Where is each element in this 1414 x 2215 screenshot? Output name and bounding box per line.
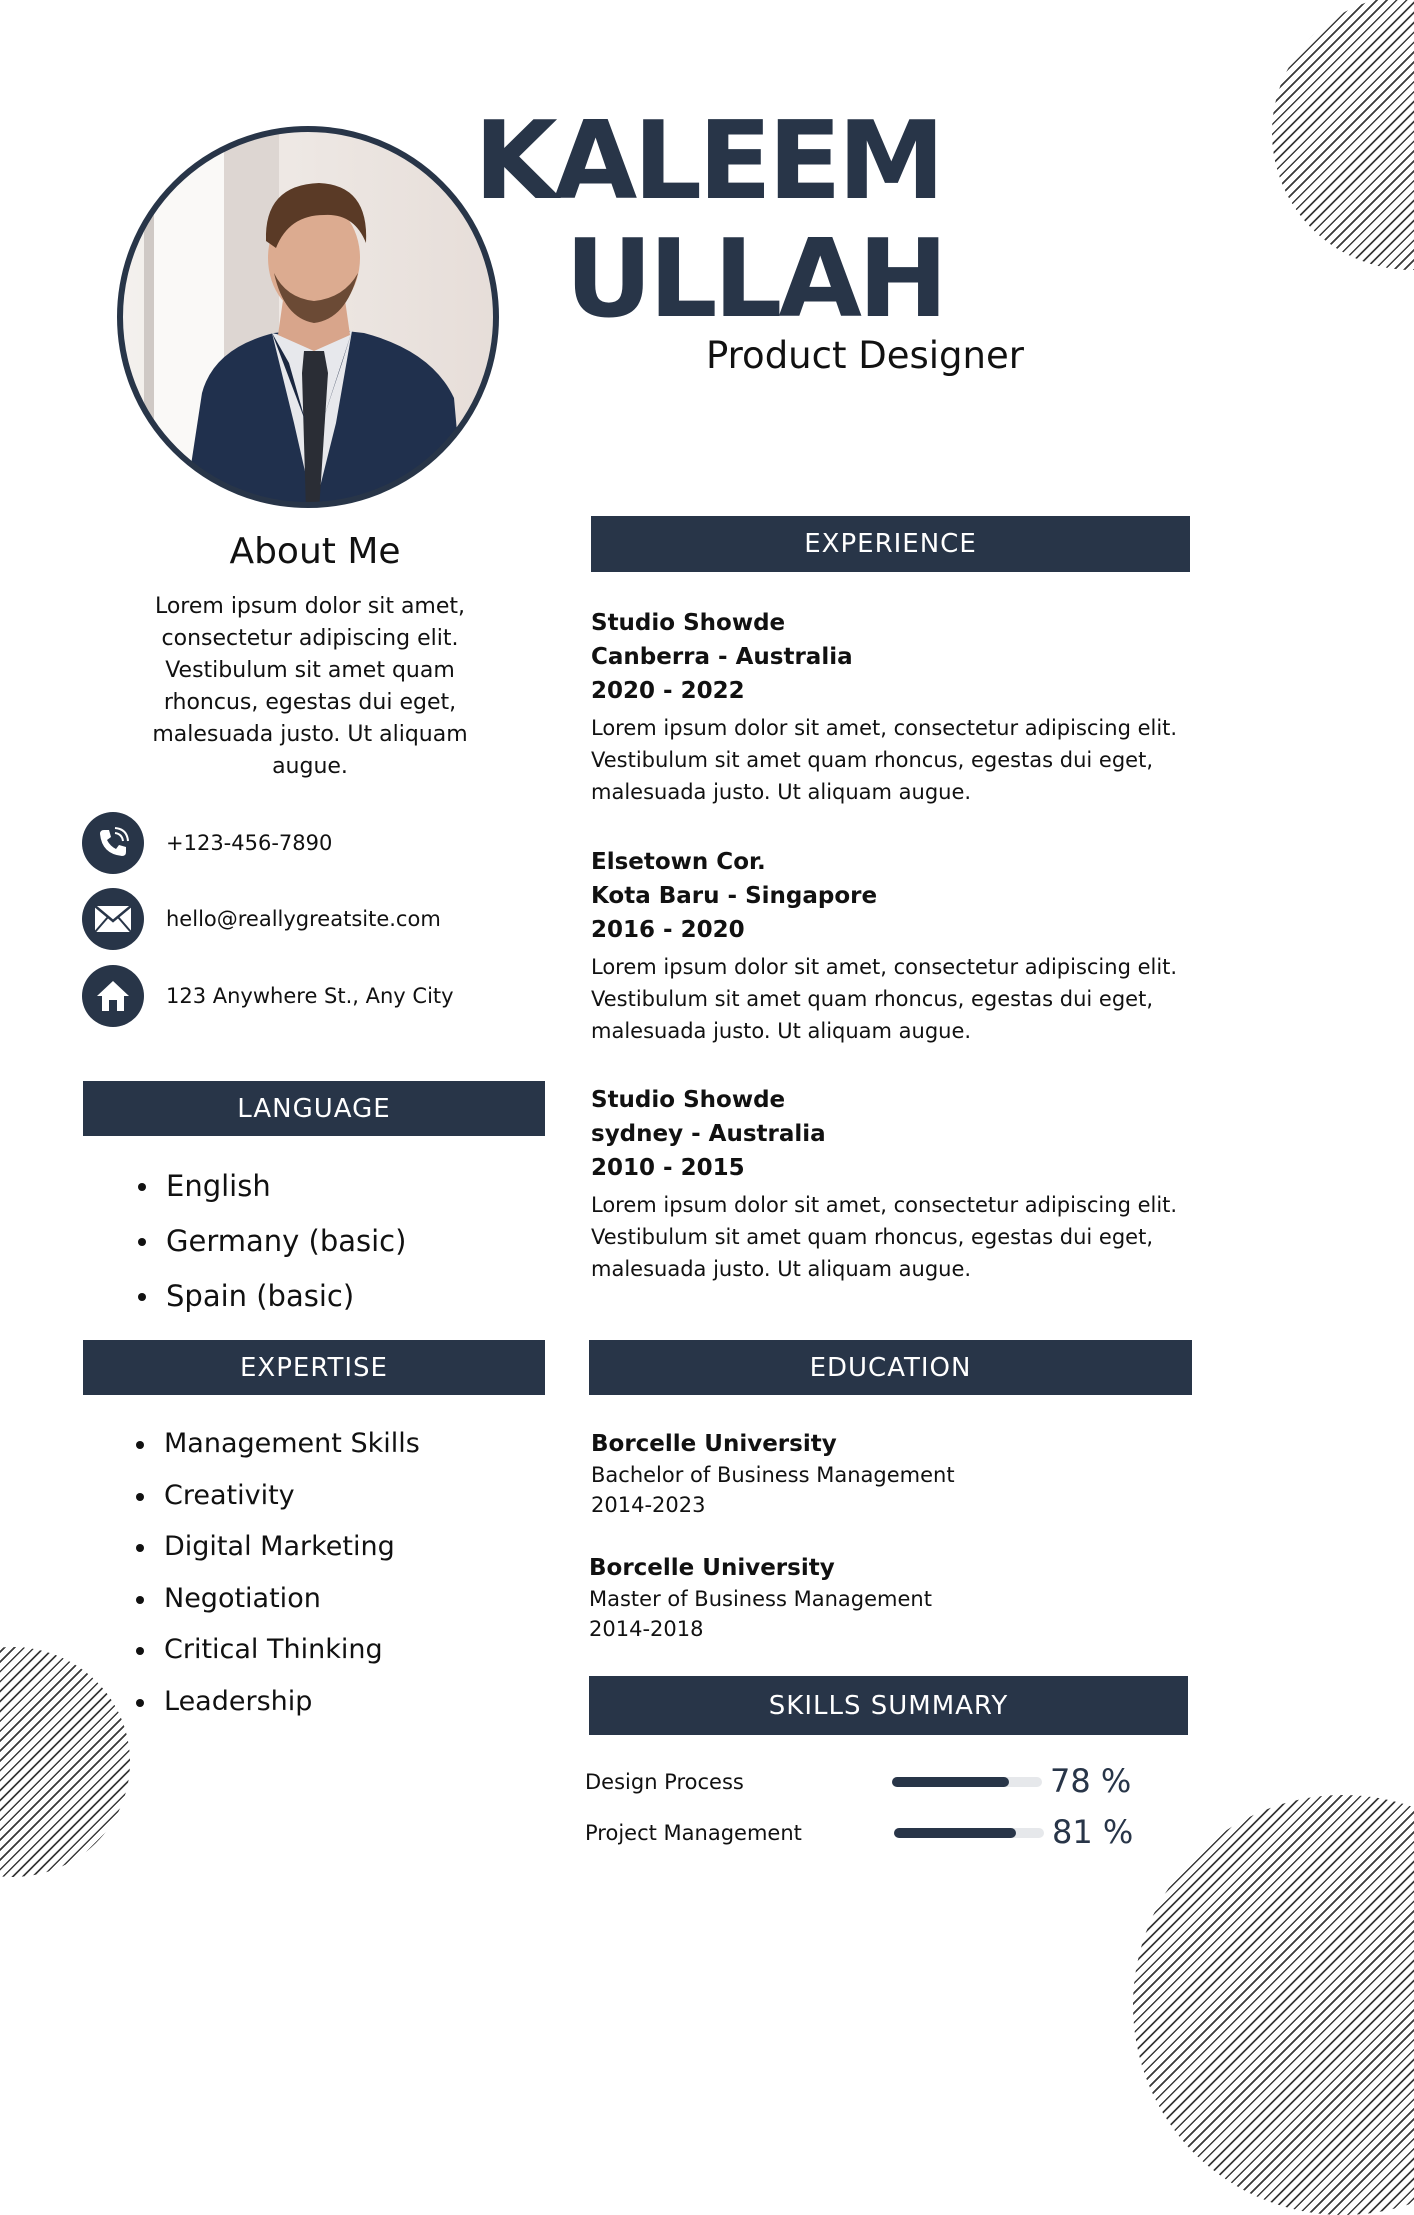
list-item: Management Skills	[132, 1427, 420, 1479]
description-line: Vestibulum sit amet quam rhoncus, egestas dui eget,	[591, 1225, 1153, 1249]
description-line: Vestibulum sit amet quam rhoncus, egestas dui eget,	[591, 748, 1153, 772]
skills-header: SKILLS SUMMARY	[589, 1676, 1188, 1735]
job-description	[591, 951, 1231, 1047]
contact-email	[82, 888, 441, 950]
profile-photo	[114, 123, 502, 511]
job-description	[591, 712, 1231, 808]
job-years: 2010 - 2015	[591, 1155, 745, 1181]
about-line: rhoncus, egestas dui eget,	[163, 690, 457, 715]
job-location: sydney - Australia	[591, 1121, 826, 1147]
job-location: Kota Baru - Singapore	[591, 883, 878, 909]
skill-percent: 81 %	[1052, 1813, 1134, 1851]
company-name: Elsetown Cor.	[591, 849, 766, 875]
phone-icon	[82, 812, 144, 874]
experience-entry	[591, 845, 1231, 1047]
school-name: Borcelle University	[589, 1555, 835, 1581]
description-line: malesuada justo. Ut aliquam augue.	[591, 1257, 972, 1281]
education-years: 2014-2023	[591, 1493, 706, 1517]
job-description	[591, 1189, 1231, 1285]
list-item: Digital Marketing	[132, 1530, 420, 1582]
job-years: 2020 - 2022	[591, 678, 745, 704]
about-line: Lorem ipsum dolor sit amet,	[154, 594, 466, 619]
about-line: augue.	[272, 754, 348, 779]
expertise-header: EXPERTISE	[83, 1340, 545, 1395]
skill-bar-fill	[894, 1828, 1016, 1838]
list-item: Germany (basic)	[134, 1223, 406, 1278]
contact-phone	[82, 812, 332, 874]
description-line: Lorem ipsum dolor sit amet, consectetur adipiscing elit.	[591, 716, 1178, 740]
about-line: malesuada justo. Ut aliquam	[152, 722, 468, 747]
list-item: English	[134, 1168, 406, 1223]
skill-name: Design Process	[585, 1770, 744, 1794]
experience-entry	[591, 1083, 1231, 1285]
skill-bar-fill	[892, 1777, 1009, 1787]
list-item: Critical Thinking	[132, 1633, 420, 1685]
about-text	[110, 591, 510, 783]
mail-icon	[82, 888, 144, 950]
language-header: LANGUAGE	[83, 1081, 545, 1136]
education-header: EDUCATION	[589, 1340, 1192, 1395]
decorative-hatch-circle-bottom-right	[1133, 1795, 1414, 2215]
list-item: Spain (basic)	[134, 1278, 406, 1333]
street-address: 123 Anywhere St., Any City	[166, 984, 454, 1008]
about-heading: About Me	[229, 531, 401, 572]
school-name: Borcelle University	[591, 1431, 837, 1457]
job-title: Product Designer	[706, 334, 1024, 377]
skill-name: Project Management	[585, 1821, 802, 1845]
last-name: ULLAH	[565, 217, 945, 342]
skill-bar	[894, 1828, 1044, 1838]
decorative-hatch-circle-bottom-left	[0, 1647, 130, 1877]
email-address: hello@reallygreatsite.com	[166, 907, 441, 931]
about-line: Vestibulum sit amet quam	[165, 658, 455, 683]
degree: Master of Business Management	[589, 1587, 932, 1611]
experience-header: EXPERIENCE	[591, 516, 1190, 572]
first-name: KALEEM	[474, 99, 942, 224]
job-location: Canberra - Australia	[591, 644, 853, 670]
phone-number: +123-456-7890	[166, 831, 333, 855]
description-line: malesuada justo. Ut aliquam augue.	[591, 780, 972, 804]
list-item: Leadership	[132, 1685, 420, 1737]
education-entry	[589, 1552, 1109, 1644]
home-icon	[82, 965, 144, 1027]
education-years: 2014-2018	[589, 1617, 704, 1641]
description-line: Vestibulum sit amet quam rhoncus, egestas dui eget,	[591, 987, 1153, 1011]
company-name: Studio Showde	[591, 1087, 786, 1113]
skill-bar	[892, 1777, 1042, 1787]
degree: Bachelor of Business Management	[591, 1463, 955, 1487]
list-item: Negotiation	[132, 1582, 420, 1634]
experience-entry	[591, 606, 1231, 808]
description-line: Lorem ipsum dolor sit amet, consectetur adipiscing elit.	[591, 1193, 1178, 1217]
skill-percent: 78 %	[1050, 1762, 1132, 1800]
about-line: consectetur adipiscing elit.	[161, 626, 459, 651]
contact-address	[82, 965, 454, 1027]
company-name: Studio Showde	[591, 610, 786, 636]
language-list	[134, 1168, 406, 1333]
list-item: Creativity	[132, 1479, 420, 1531]
job-years: 2016 - 2020	[591, 917, 745, 943]
description-line: malesuada justo. Ut aliquam augue.	[591, 1019, 972, 1043]
expertise-list	[132, 1427, 420, 1737]
education-entry	[591, 1428, 1111, 1520]
decorative-hatch-circle-top-right	[1272, 0, 1414, 270]
description-line: Lorem ipsum dolor sit amet, consectetur adipiscing elit.	[591, 955, 1178, 979]
